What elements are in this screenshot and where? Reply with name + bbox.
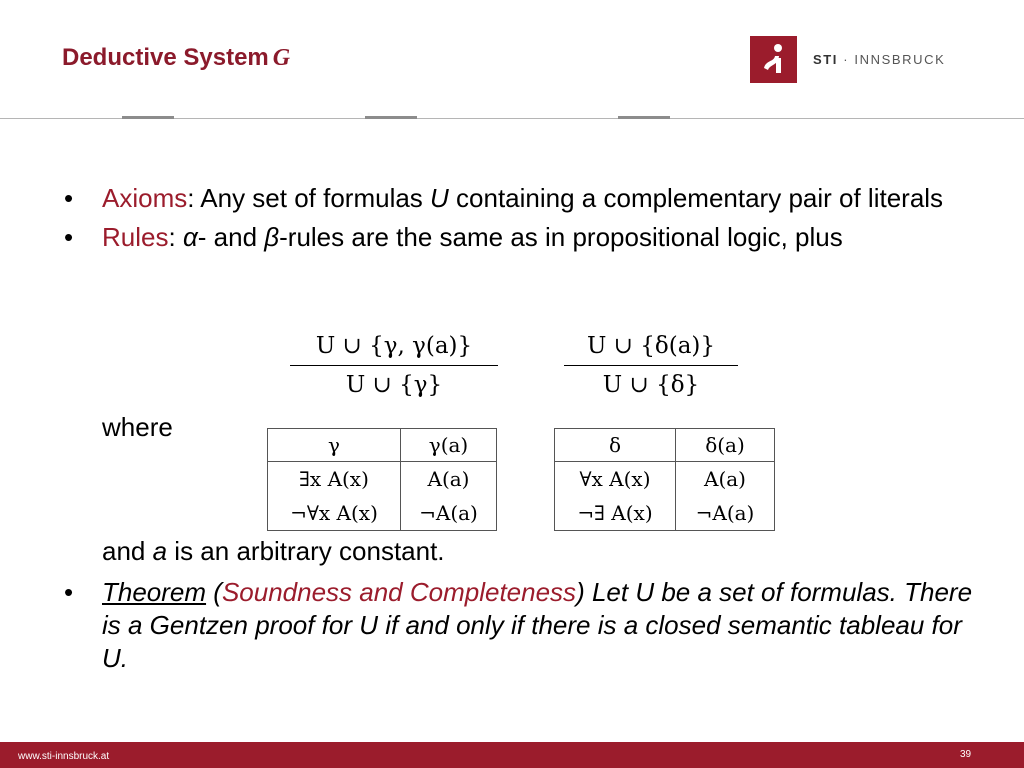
beta-symbol: β [264, 222, 280, 252]
paren-open: ( [206, 577, 222, 607]
bullet-dot: • [64, 183, 74, 213]
rules-text-tail: -rules are the same as in propositional logic, plus [279, 222, 843, 252]
delta-rule-denominator: U ∪ {δ} [602, 372, 700, 398]
gamma-rule-bar [290, 365, 498, 366]
slide-body [64, 182, 984, 260]
axioms-term: Axioms [102, 183, 188, 213]
theorem-block [64, 576, 984, 681]
theorem-statement: Let U be a set of formulas. There is a Gentzen proof for U if and only if there is a closed semantic tableau for U. [102, 577, 973, 673]
gamma-rule [290, 330, 498, 401]
table-cell: ∃x A(x) [268, 462, 401, 497]
constant-note-tail: is an arbitrary constant. [167, 536, 445, 566]
rules-colon: : [168, 222, 183, 252]
bullet-rules [64, 221, 984, 254]
table-header: δ(a) [676, 429, 775, 462]
logo-separator: · [838, 52, 855, 67]
table-cell: ¬∃ A(x) [555, 496, 676, 531]
slide-title [62, 44, 290, 72]
table-cell: A(a) [401, 462, 497, 497]
theorem-name: Soundness and Completeness [221, 577, 577, 607]
delta-rule-numerator: U ∪ {δ(a)} [586, 333, 716, 359]
delta-rule-bar [564, 365, 738, 366]
logo-wordmark [813, 52, 945, 67]
var-a: a [152, 536, 168, 566]
constant-note-text: and [102, 536, 153, 566]
title-symbol: G [272, 45, 291, 71]
alpha-symbol: α [182, 222, 198, 252]
table-header: γ [268, 429, 401, 462]
footer-url[interactable]: www.sti-innsbruck.at [18, 751, 110, 762]
logo-mark-icon [750, 36, 797, 83]
table-header: δ [555, 429, 676, 462]
axioms-text: : Any set of formulas [187, 183, 431, 213]
table-cell: ¬A(a) [676, 496, 775, 531]
sti-logo [750, 36, 945, 83]
table-row [268, 496, 497, 531]
delta-rule [564, 330, 738, 401]
table-row [555, 496, 775, 531]
table-header-row [555, 429, 775, 462]
table-header: γ(a) [401, 429, 497, 462]
header-divider-accent [618, 116, 670, 119]
theorem-term: Theorem [102, 577, 207, 607]
gamma-table [267, 428, 497, 531]
bullet-axioms [64, 182, 984, 215]
table-cell: ∀x A(x) [555, 462, 676, 497]
table-header-row [268, 429, 497, 462]
delta-table [554, 428, 775, 531]
header-divider-accent [122, 116, 174, 119]
axioms-text-tail: containing a complementary pair of literals [448, 183, 944, 213]
var-u: U [430, 183, 449, 213]
paren-close: ) [576, 577, 585, 607]
slide-title-text: Deductive System [62, 44, 269, 71]
bullet-dot: • [64, 222, 74, 252]
gamma-rule-denominator: U ∪ {γ} [345, 372, 443, 398]
where-label: where [102, 412, 173, 442]
logo-brand: STI [813, 52, 839, 67]
logo-place: INNSBRUCK [854, 52, 946, 67]
page-number: 39 [960, 749, 972, 760]
gamma-rule-numerator: U ∪ {γ, γ(a)} [315, 333, 473, 359]
rules-text: - and [197, 222, 265, 252]
bullet-dot: • [64, 577, 74, 607]
footer-bar [0, 742, 1024, 768]
table-cell: ¬∀x A(x) [268, 496, 401, 531]
table-row [555, 462, 775, 497]
table-cell: ¬A(a) [401, 496, 497, 531]
constant-note [102, 535, 445, 568]
table-row [268, 462, 497, 497]
rules-term: Rules [102, 222, 169, 252]
table-cell: A(a) [676, 462, 775, 497]
header-divider-accent [365, 116, 417, 119]
bullet-theorem [64, 576, 984, 675]
